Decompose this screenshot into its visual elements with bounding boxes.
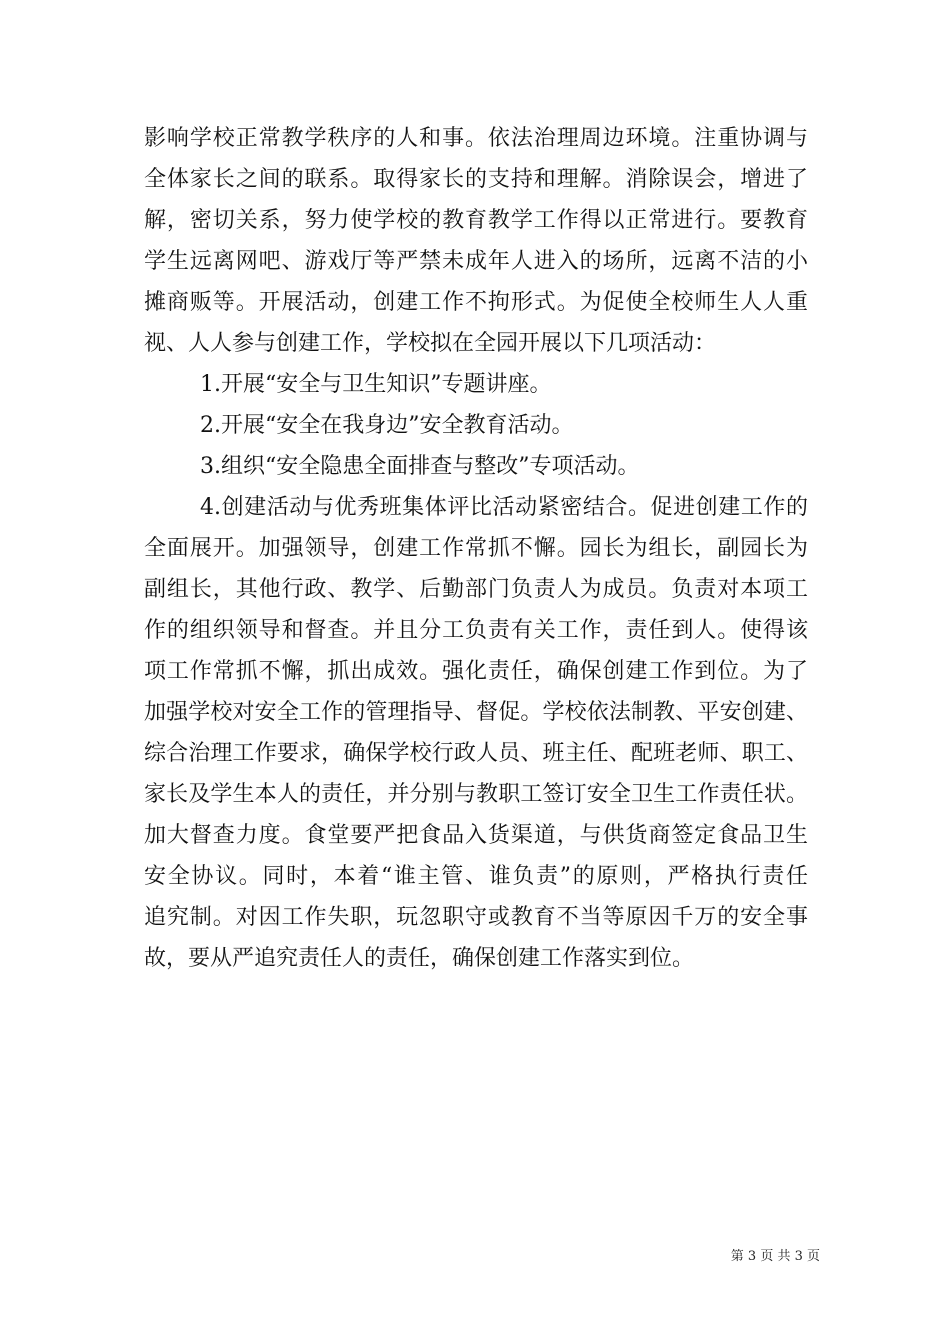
text-line: 项工作常抓不懈，抓出成效。强化责任，确保创建工作到位。为了 bbox=[144, 659, 808, 684]
text-line: 加强学校对安全工作的管理指导、督促。学校依法制教、平安创建、 bbox=[144, 700, 808, 725]
page-number: 第 3 页 共 3 页 bbox=[730, 1249, 820, 1264]
text-line: 2.开展“安全在我身边”安全教育活动。 bbox=[200, 413, 574, 438]
text-line: 解，密切关系，努力使学校的教育教学工作得以正常进行。要教育 bbox=[144, 208, 808, 233]
text-line: 安全协议。同时，本着“谁主管、谁负责”的原则，严格执行责任 bbox=[144, 864, 808, 889]
document-body bbox=[144, 118, 808, 979]
text-line: 全面展开。加强领导，创建工作常抓不懈。园长为组长，副园长为 bbox=[144, 536, 808, 561]
text-line: 4.创建活动与优秀班集体评比活动紧密结合。促进创建工作的 bbox=[200, 495, 808, 520]
text-line: 加大督查力度。食堂要严把食品入货渠道，与供货商签定食品卫生 bbox=[144, 823, 808, 848]
text-line: 摊商贩等。开展活动，创建工作不拘形式。为促使全校师生人人重 bbox=[144, 290, 808, 315]
text-line: 全体家长之间的联系。取得家长的支持和理解。消除误会，增进了 bbox=[144, 167, 808, 192]
text-line: 学生远离网吧、游戏厅等严禁未成年人进入的场所，远离不洁的小 bbox=[144, 249, 808, 274]
text-line: 1.开展“安全与卫生知识”专题讲座。 bbox=[200, 372, 552, 397]
text-line: 追究制。对因工作失职，玩忽职守或教育不当等原因千万的安全事 bbox=[144, 905, 808, 930]
text-line: 影响学校正常教学秩序的人和事。依法治理周边环境。注重协调与 bbox=[144, 126, 808, 151]
text-line: 综合治理工作要求，确保学校行政人员、班主任、配班老师、职工、 bbox=[144, 741, 808, 766]
text-line: 3.组织“安全隐患全面排查与整改”专项活动。 bbox=[200, 454, 640, 479]
text-line: 故，要从严追究责任人的责任，确保创建工作落实到位。 bbox=[144, 946, 695, 971]
text-line: 副组长，其他行政、教学、后勤部门负责人为成员。负责对本项工 bbox=[144, 577, 808, 602]
text-line: 作的组织领导和督查。并且分工负责有关工作，责任到人。使得该 bbox=[144, 618, 808, 643]
text-line: 家长及学生本人的责任，并分别与教职工签订安全卫生工作责任状。 bbox=[144, 782, 808, 807]
text-line: 视、人人参与创建工作，学校拟在全园开展以下几项活动： bbox=[144, 331, 717, 356]
